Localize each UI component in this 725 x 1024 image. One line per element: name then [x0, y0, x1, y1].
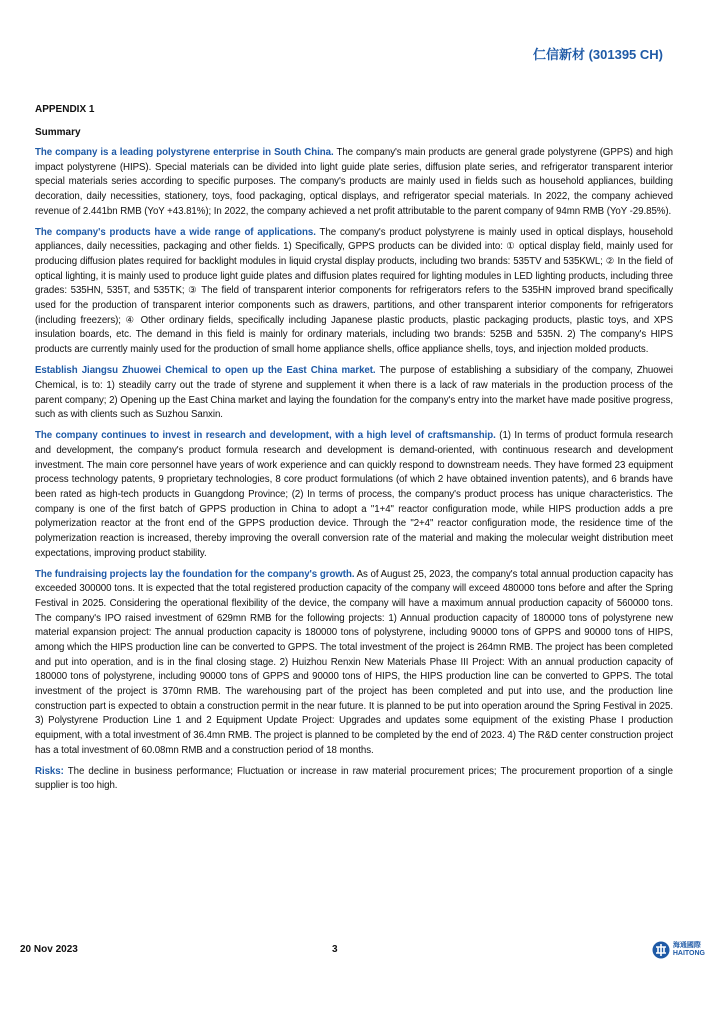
document-body [35, 104, 673, 801]
logo-en-text: HAITONG [672, 950, 705, 957]
paragraph-text: The company's main products are general grade polystyrene (GPPS) and high impact polystyrene (HIPS). Special materials can be divided into light guide plate series, diffusion plate series, and refrigerator transparent interior special materials series according to specific purposes. The company's products are mainly used in fields such as household appliances, building decoration, daily necessities, stationery, toys, food packaging, optical displays, and refrigerator special materials. In 2022, the company achieved revenue of 2.441bn RMB (YoY +43.81%); In 2022, the company achieved a net profit attributable to the parent company of 94mn RMB (YoY -29.85%). [35, 147, 673, 217]
paragraph-text: The decline in business performance; Fluctuation or increase in raw material procurement prices; The procurement proportion of a single supplier is too high. [35, 765, 673, 792]
paragraph-risks [35, 765, 673, 794]
paragraph-leading-enterprise [35, 146, 673, 219]
paragraph-lead: The company's products have a wide range of applications. [35, 226, 316, 238]
logo-cn-text: 海通國際 [672, 942, 701, 949]
paragraph-text: The company's product polystyrene is mainly used in optical displays, household appliances, daily necessities, packaging and other fields. 1) Specifically, GPPS products can be divided into: ① optical display field, mainly used for producing diffusion plates required for backlight modules in liquid crystal display products, including two brands: 535TV and 535KWL; ② In the field of optical lighting, it is mainly used to produce light guide plates and diffusion plates required for lighting modules in LED lighting products, including three grades: 535HN, 535T, and 535TK; ③ The field of transparent interior components for refrigerators refers to the 535HN improved brand specifically used for the production of transparent interior components such as drawers, partitions, and other transparent interior components for refrigerators (including freezers); ④ Other ordinary fields, specifically including Japanese plastic products, plastic packaging products, plastic toys, and XPS insulation boards, etc. The demand in this field is mainly for ordinary materials, including two brands: 525B and 535N. 2) The company's HIPS products are currently mainly used for the production of small home appliance shells, office appliance shells, toys, and injection molded products. [35, 226, 673, 356]
haitong-logo [652, 941, 705, 959]
paragraph-lead: The fundraising projects lay the foundation for the company's growth. [35, 568, 355, 580]
summary-heading: Summary [35, 127, 81, 138]
paragraph-applications [35, 226, 673, 358]
page-footer [20, 941, 705, 971]
paragraph-fundraising [35, 568, 673, 759]
paragraph-rnd [35, 429, 673, 561]
footer-date: 20 Nov 2023 [20, 944, 78, 955]
paragraph-text: (1) In terms of product formula research and development, the company's product formula research and development is demand-oriented, with continuous research and development investment. The main core personnel have years of work experience and can quickly respond to downstream needs. They have formed 23 equipment process technology patents, 9 proprietary technologies, 8 core product formulations (of which 2 have obtained invention patents), and 6 brands have been rated as high-tech products in Guangdong Province; (2) In terms of process, the company's product process has unique characteristics. The company is one of the first batch of GPPS production in China to adopt a "1+4" reactor configuration mode, while HIPS production adds a pre polymerization reactor at the front end of the GPPS production device. Through the "2+4" reactor configuration mode, the residence time of the polymerization reaction is increased, thereby improving the overall conversion rate of the material and making the molecular weight distribution meet expectations, improving product stability. [35, 430, 673, 559]
haitong-emblem-icon [652, 941, 670, 959]
paragraph-text: As of August 25, 2023, the company's total annual production capacity has exceeded 300000 tons. It is expected that the total registered production capacity of the company will exceed 480000 tons before and after the Spring Festival in 2025. Considering the operational flexibility of the device, the company will have a maximum annual production capacity of 560000 tons. The company's IPO raised investment of 629mn RMB for the following projects: 1) Annual production capacity of 180000 tons of polystyrene new material expansion project: The annual production capacity is 180000 tons of polystyrene, including 90000 tons of GPPS and 90000 tons of HIPS, among which the HIPS production line can be converted to GPPS. The total investment of the project is 264mn RMB. The project has been completed and put into operation, and is in the final closing stage. 2) Huizhou Renxin New Materials Phase III Project: With an annual production capacity of 180000 tons of polystyrene, including 90000 tons of GPPS and 90000 tons of HIPS, the HIPS production line can be converted to GPPS. The total investment of the project is 370mn RMB. The warehousing part of the project has been completed and put into use, and the production line construction part is expected to obtain a construction permit in the near future. It is planned to be put into operation around the Spring Festival in 2025. 3) Polystyrene Production Line 1 and 2 Equipment Update Project: Upgrades and updates some equipment of the existing Phase I production equipment, with a total investment of 36.4mn RMB. The project is planned to be completed by the end of 2023. 4) The R&D center construction project has a total investment of 60.08mn RMB and a construction period of 18 months. [35, 568, 673, 756]
paragraph-lead: The company continues to invest in research and development, with a high level of craftsmanship. [35, 430, 496, 442]
appendix-heading: APPENDIX 1 [35, 104, 95, 115]
paragraph-text: The purpose of establishing a subsidiary of the company, Zhuowei Chemical, is to: 1) steadily carry out the trade of styrene and supplement it when there is a lack of raw materials in the production process of the parent company; 2) Opening up the East China market and laying the foundation for the company's entry into the market have made positive progress, such as with clients such as Suzhou Sanxin. [35, 365, 673, 421]
paragraph-zhuowei [35, 364, 673, 423]
report-ticker-title: 仁信新材 (301395 CH) [532, 47, 663, 62]
paragraph-lead: Establish Jiangsu Zhuowei Chemical to open up the East China market. [35, 365, 376, 377]
paragraph-lead: Risks: [35, 765, 64, 777]
paragraph-lead: The company is a leading polystyrene enterprise in South China. [35, 147, 334, 158]
page-number: 3 [332, 944, 338, 955]
